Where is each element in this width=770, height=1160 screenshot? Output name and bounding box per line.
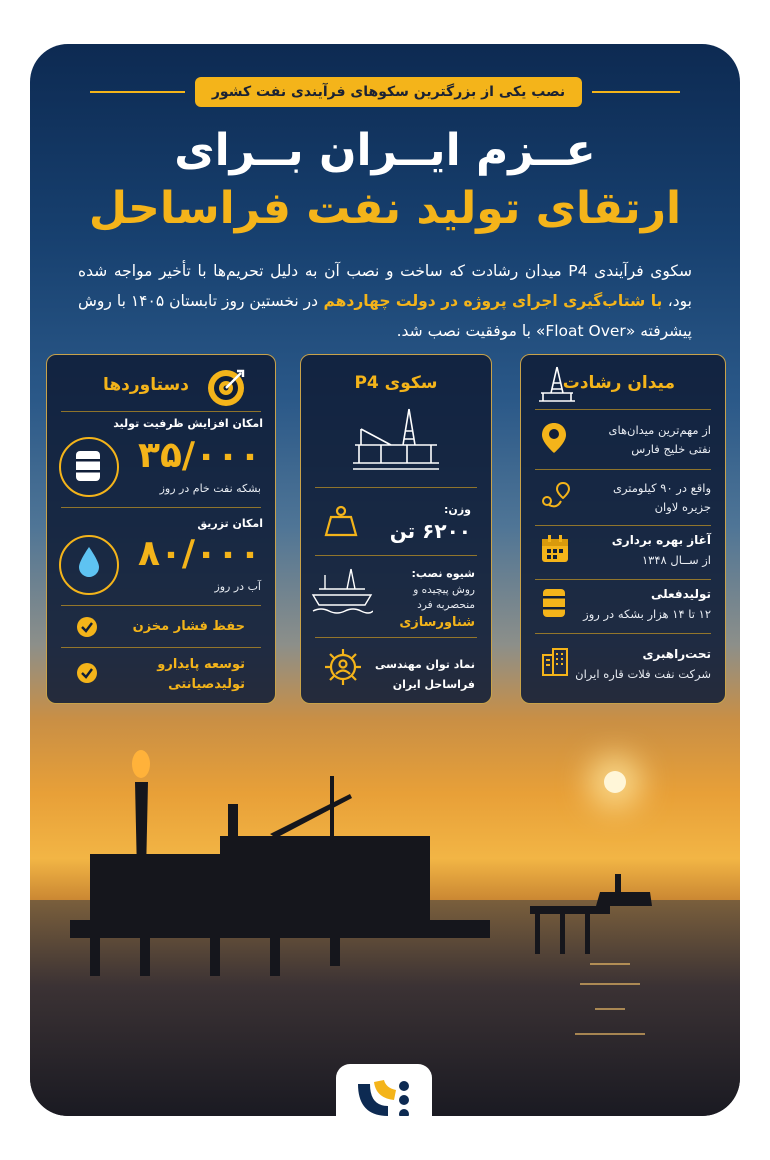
achievement-capacity-unit: بشکه نفت خام در روز	[159, 482, 261, 495]
achievement-injection-label: امکان تزریق	[197, 517, 263, 530]
p4-separator	[315, 555, 477, 556]
achievement-sustainable: توسعه پایدارو تولیدصیانتی	[157, 657, 245, 692]
target-icon	[205, 367, 247, 409]
p4-panel-title: سکوی P4	[354, 373, 438, 393]
offshore-platform-icon	[351, 405, 441, 475]
achievements-separator	[61, 507, 261, 508]
field-panel	[520, 354, 726, 704]
field-operator-title: تحت‌راهبری	[642, 647, 711, 661]
field-separator	[535, 633, 711, 634]
p4-weight-value: ۶۲۰۰ تن	[389, 519, 471, 543]
check-icon	[77, 617, 97, 637]
offshore-platform-silhouette	[30, 724, 740, 1116]
p4-panel	[300, 354, 492, 704]
intro-paragraph	[78, 256, 692, 346]
subtitle-banner: نصب یکی از بزرگترین سکوهای فرآیندی نفت کشور	[195, 77, 582, 107]
achievement-pressure: حفظ فشار مخزن	[132, 619, 245, 634]
field-location-text: واقع در ۹۰ کیلومتری جزیره لاوان	[612, 481, 711, 514]
title-line-2: ارتقای تولید نفت فراساحل	[88, 183, 682, 234]
p4-method-value: شناورسازی	[399, 615, 475, 630]
achievements-panel	[46, 354, 276, 704]
p4-separator	[315, 487, 477, 488]
achievements-separator	[61, 411, 261, 412]
p4-method-label: شیوه نصب:	[411, 567, 475, 580]
field-separator	[535, 409, 711, 410]
achievement-injection-value: ۸۰/۰۰۰	[137, 533, 261, 574]
field-operator-text: شرکت نفت فلات قاره ایران	[575, 667, 711, 681]
intro-highlight: با شتاب‌گیری اجرای پروژه در دولت چهاردهم	[318, 292, 668, 310]
intro-part-1: سکوی فرآیندی P4 میدان رشادت که ساخت و نصب آن به دلیل تحریم‌ها با تأخیر مواجه شده بود،	[78, 262, 692, 310]
field-separator	[535, 469, 711, 470]
oil-barrel-icon	[541, 587, 567, 619]
title-line-1: عــزم ایــران بــرای	[174, 125, 596, 176]
oil-rig-icon	[535, 363, 579, 407]
p4-method-text: روش پیچیده و منحصربه فرد	[413, 584, 475, 611]
achievement-injection-unit: آب در روز	[214, 580, 261, 593]
field-separator	[535, 579, 711, 580]
buildings-icon	[539, 645, 571, 677]
field-panel-title: میدان رشادت	[562, 373, 675, 393]
subtitle-line-right	[592, 91, 680, 93]
field-importance-text: از مهم‌ترین میدان‌های نفتی خلیج فارس	[608, 423, 711, 456]
logo-tab	[336, 1064, 432, 1116]
subtitle-line-left	[90, 91, 185, 93]
achievement-capacity-value: ۳۵/۰۰۰	[137, 435, 261, 476]
gear-person-icon	[323, 647, 363, 687]
location-pin-icon	[539, 421, 569, 455]
oil-barrel-icon	[74, 449, 102, 483]
p4-weight-label: وزن:	[444, 503, 471, 516]
intro-part-2: در نخستین روز تابستان ۱۴۰۵ با روش پیشرفته «Float Over» با موفقیت نصب شد.	[78, 292, 692, 340]
field-start-text: از ســال ۱۳۴۸	[641, 553, 711, 567]
field-production-title: تولیدفعلی	[650, 587, 711, 601]
weight-icon	[323, 503, 359, 539]
float-over-ship-icon	[311, 567, 373, 615]
p4-symbol-text: نماد توان مهندسی فراساحل ایران	[375, 658, 475, 691]
field-separator	[535, 525, 711, 526]
calendar-icon	[539, 533, 571, 565]
achievements-separator	[61, 647, 261, 648]
achievement-capacity-label: امکان افزایش ظرفیت تولید	[113, 417, 263, 430]
infographic-card	[30, 44, 740, 1116]
achievements-separator	[61, 605, 261, 606]
field-production-text: ۱۲ تا ۱۴ هزار بشکه در روز	[583, 607, 711, 621]
p4-separator	[315, 637, 477, 638]
check-icon	[77, 663, 97, 683]
map-route-icon	[539, 479, 571, 511]
field-start-title: آغاز بهره برداری	[611, 533, 711, 547]
brand-logo	[336, 1072, 432, 1116]
water-drop-icon	[77, 545, 101, 579]
achievements-title: دستاوردها	[102, 375, 189, 395]
